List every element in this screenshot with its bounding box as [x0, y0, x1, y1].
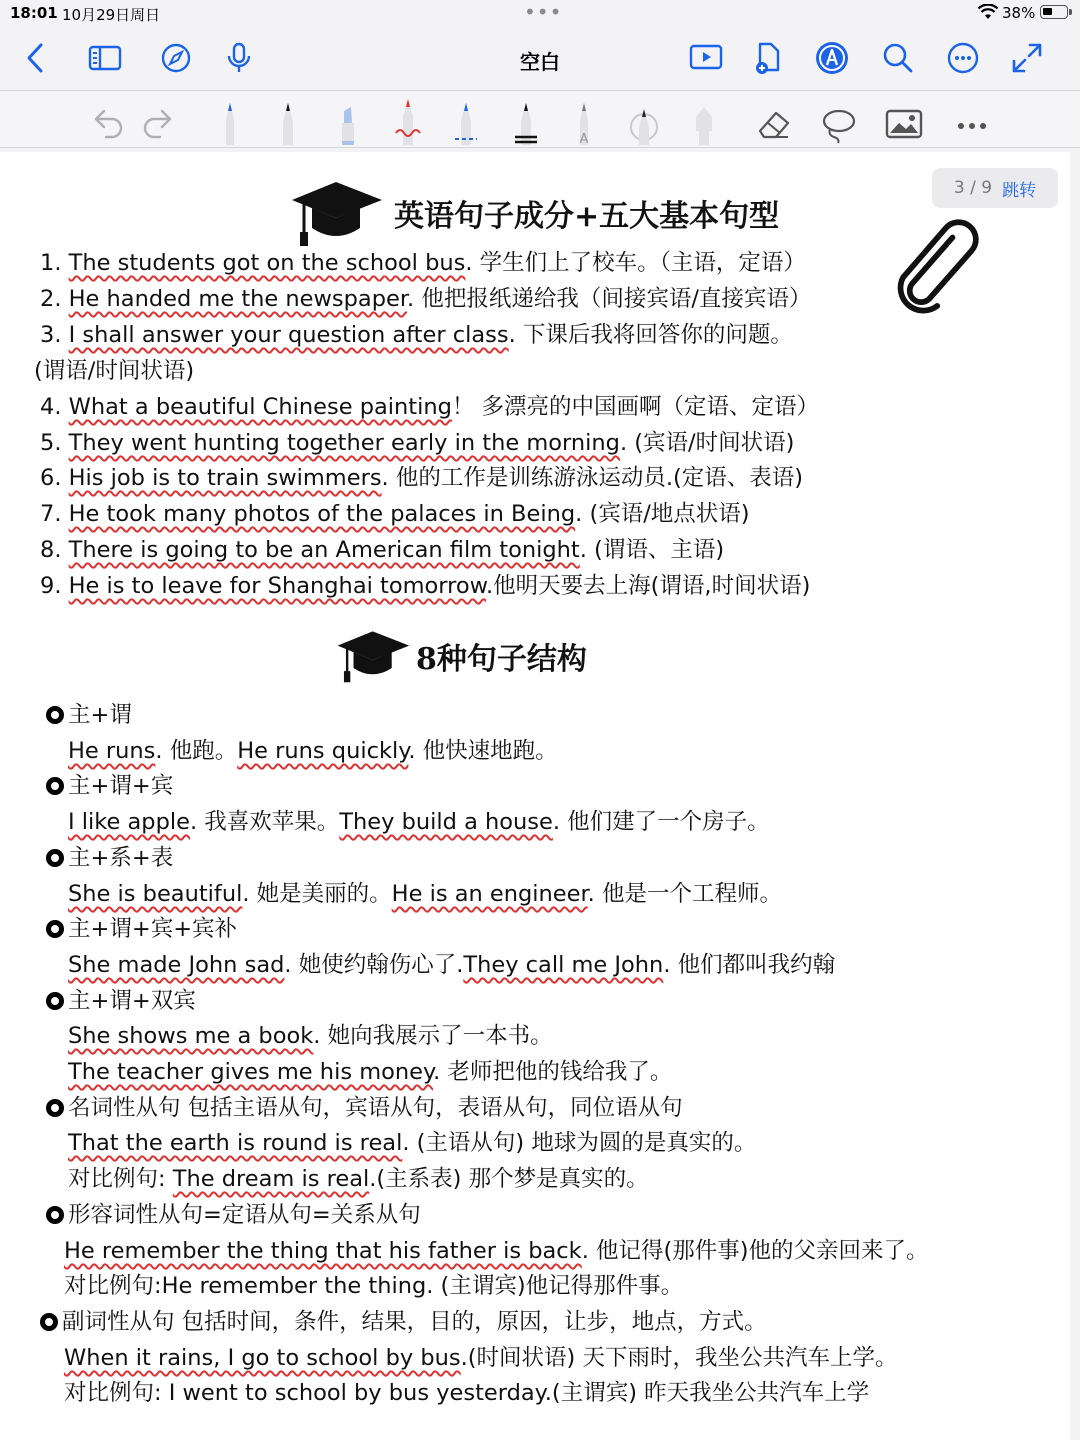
compass-button[interactable] [156, 38, 196, 78]
structure-title [46, 700, 132, 730]
sentence-english: I shall answer your question after class [68, 322, 509, 348]
example-english: When it rains, I go to school by bus [64, 1345, 461, 1371]
heading-sentence-structures [336, 624, 587, 688]
nav-bar [0, 26, 1080, 90]
page-indicator[interactable] [932, 168, 1058, 208]
more-tools-button[interactable] [952, 97, 992, 145]
example-text: . (主语从句) 地球为圆的是真实的。 [402, 1130, 757, 1156]
structure-example [64, 1343, 897, 1373]
example-english: He is an engineer [391, 881, 588, 907]
status-time: 18:01 [10, 4, 58, 22]
structure-example [68, 1128, 756, 1158]
sentence-number: 7. [40, 501, 69, 527]
fountain-pen-tool[interactable] [210, 97, 250, 145]
sentence-line [40, 284, 811, 314]
sentence-line [40, 320, 793, 350]
sentence-translation: . 他把报纸递给我（间接宾语/直接宾语） [407, 286, 812, 312]
wifi-icon [978, 4, 998, 20]
bullet-icon [46, 1099, 64, 1117]
red-pen-icon [388, 97, 428, 145]
pen-mode-icon [815, 41, 849, 75]
example-english: The teacher gives me his money [68, 1059, 434, 1085]
example-text: . 她是美丽的。 [242, 881, 392, 907]
structure-title-text: 主+谓+双宾 [68, 988, 196, 1014]
example-english: That the earth is round is real [68, 1130, 403, 1156]
structure-title [46, 986, 196, 1016]
microphone-icon [222, 41, 256, 75]
sentence-number: 3. [40, 322, 69, 348]
bullet-icon [46, 706, 64, 724]
graduation-cap-icon [336, 625, 414, 687]
tools-bar [0, 90, 1080, 148]
bullet-icon [46, 920, 64, 938]
example-text: . 她使约翰伤心了. [284, 952, 464, 978]
sentence-line [40, 428, 794, 458]
structure-example [68, 1164, 649, 1194]
compass-icon [159, 41, 193, 75]
shape-tool[interactable] [624, 97, 664, 145]
sentence-translation: .他明天要去上海(谓语,时间状语) [486, 573, 811, 599]
image-icon [884, 97, 924, 145]
red-pen-tool[interactable] [388, 97, 428, 145]
black-pen-tool[interactable] [506, 97, 546, 145]
example-text: .(主系表) 那个梦是真实的。 [369, 1166, 649, 1192]
bullet-icon [46, 849, 64, 867]
image-tool[interactable] [884, 97, 924, 145]
eraser-icon [754, 97, 794, 145]
sentence-english: They went hunting together early in the morning [68, 430, 620, 456]
structure-example [68, 950, 835, 980]
sentence-translation: . 学生们上了校车。（主语，定语） [465, 250, 806, 276]
chevron-left-icon [19, 41, 53, 75]
heading-sentence-components [290, 178, 779, 248]
sentence-translation: . (宾语/地点状语) [575, 501, 750, 527]
structure-title-text: 形容词性从句=定语从句=关系从句 [68, 1202, 421, 1228]
add-page-icon [751, 41, 785, 75]
fountain-pen-icon [210, 97, 250, 145]
structure-title [46, 843, 173, 873]
blue-pen-icon [446, 97, 486, 145]
example-text: . 他记得(那件事)他的父亲回来了。 [581, 1238, 929, 1264]
presentation-button[interactable] [686, 38, 726, 78]
text-pencil-icon [564, 97, 604, 145]
fill-tool[interactable] [684, 97, 724, 145]
redo-icon [138, 97, 178, 145]
status-bar [0, 0, 1080, 26]
sentence-english: What a beautiful Chinese painting [68, 394, 452, 420]
lasso-icon [818, 97, 858, 145]
pen-mode-button[interactable] [812, 38, 852, 78]
structure-title-text: 主+谓 [68, 702, 132, 728]
black-pen-icon [506, 97, 546, 145]
structure-title-text: 主+谓+宾+宾补 [68, 916, 238, 942]
structure-example [68, 736, 558, 766]
structure-title [46, 914, 237, 944]
sentence-number: 9. [40, 573, 69, 599]
sentence-english: He took many photos of the palaces in Being [68, 501, 576, 527]
example-text: . 他快速地跑。 [408, 738, 558, 764]
page-number: 3 / 9 [953, 178, 993, 198]
sentence-english: There is going to be an American film tonight [68, 537, 580, 563]
sentence-translation: . (谓语、主语) [579, 537, 725, 563]
example-text: .(时间状语) 天下雨时，我坐公共汽车上学。 [460, 1345, 898, 1371]
example-text: 对比例句:He remember the thing. (主谓宾)他记得那件事。 [64, 1273, 684, 1299]
multitasking-dots-icon[interactable]: ••• [524, 0, 563, 24]
structure-title-text: 名词性从句 包括主语从句，宾语从句，表语从句，同位语从句 [68, 1095, 683, 1121]
example-english: She made John sad [68, 952, 285, 978]
sentence-number: 1. [40, 250, 69, 276]
search-button[interactable] [878, 38, 918, 78]
sidebar-icon [88, 41, 122, 75]
sentence-number: 6. [40, 465, 69, 491]
redo-button[interactable] [138, 97, 178, 145]
sentence-number: 4. [40, 394, 69, 420]
sidebar-button[interactable] [85, 38, 125, 78]
structure-title [46, 1093, 683, 1123]
structure-example [68, 1021, 553, 1051]
example-text: 对比例句: [68, 1166, 173, 1192]
sentence-translation: (谓语/时间状语) [34, 358, 195, 384]
eraser-tool[interactable] [754, 97, 794, 145]
ballpoint-pen-icon [268, 97, 308, 145]
more-circle-icon [946, 41, 980, 75]
highlighter-icon [328, 97, 368, 145]
jump-to-page-button[interactable]: 跳转 [1002, 180, 1037, 201]
example-text: . 她向我展示了一本书。 [313, 1023, 553, 1049]
battery-percent: 38% [1002, 4, 1036, 22]
bullet-icon [46, 777, 64, 795]
heading-2-text: 8种句子结构 [416, 642, 587, 677]
sentence-translation: . 他的工作是训练游泳运动员.(定语、表语) [381, 465, 804, 491]
expand-icon [1010, 41, 1044, 75]
undo-icon [88, 97, 128, 145]
sentence-number: 5. [40, 430, 69, 456]
shape-icon [624, 97, 664, 145]
heading-1-text: 英语句子成分+五大基本句型 [394, 199, 780, 234]
example-text: . 我喜欢苹果。 [189, 809, 340, 835]
blue-pen-tool[interactable] [446, 97, 486, 145]
example-english: They call me John [463, 952, 664, 978]
example-english: She is beautiful [68, 881, 243, 907]
example-english: He runs [68, 738, 156, 764]
back-button[interactable] [16, 38, 56, 78]
sentence-english: He handed me the newspaper [68, 286, 408, 312]
example-text: . 老师把他的钱给我了。 [433, 1059, 673, 1085]
example-text: 对比例句: I went to school by bus yesterday.(主谓宾) 昨天我坐公共汽车上学 [64, 1380, 870, 1406]
sentence-line [40, 535, 724, 565]
sentence-line [40, 392, 819, 422]
svg-text:A: A [579, 132, 589, 145]
structure-title-text: 主+谓+宾 [68, 773, 174, 799]
structure-title-text: 副词性从句 包括时间，条件，结果，目的，原因，让步，地点，方式。 [62, 1309, 767, 1335]
sentence-english: His job is to train swimmers [68, 465, 382, 491]
status-date: 10月29日周日 [62, 6, 161, 24]
undo-button[interactable] [88, 97, 128, 145]
add-page-button[interactable] [748, 38, 788, 78]
structure-title-text: 主+系+表 [68, 845, 174, 871]
example-text: . 他是一个工程师。 [587, 881, 782, 907]
more-icon [952, 97, 992, 145]
document-title: 空白 [520, 50, 560, 74]
bullet-icon [40, 1313, 58, 1331]
structure-example [64, 1236, 929, 1266]
highlighter-tool[interactable] [328, 97, 368, 145]
microphone-button[interactable] [219, 38, 259, 78]
sentence-english: The students got on the school bus [68, 250, 466, 276]
structure-example [68, 879, 782, 909]
structure-example [64, 1378, 869, 1408]
ballpoint-pen-tool[interactable] [268, 97, 308, 145]
fill-icon [684, 97, 724, 145]
sentence-line [40, 571, 810, 601]
structure-title [46, 1200, 421, 1230]
sentence-line [40, 248, 806, 278]
example-text: . 他跑。 [155, 738, 238, 764]
example-text: . 他们都叫我约翰 [663, 952, 836, 978]
sentence-line [40, 463, 803, 493]
structure-example [68, 1057, 672, 1087]
more-options-button[interactable] [943, 38, 983, 78]
text-tool[interactable] [564, 97, 604, 145]
sentence-english: He is to leave for Shanghai tomorrow [68, 573, 486, 599]
example-english: He runs quickly [237, 738, 409, 764]
structure-example [64, 1271, 683, 1301]
sentence-translation: . (宾语/时间状语) [619, 430, 795, 456]
structure-example [68, 807, 770, 837]
sentence-translation: ！ 多漂亮的中国画啊（定语、定语） [451, 394, 820, 420]
example-english: She shows me a book [68, 1023, 314, 1049]
paperclip-icon [890, 215, 990, 320]
structure-title [40, 1307, 767, 1337]
example-english: They build a house [339, 809, 553, 835]
example-english: I like apple [68, 809, 190, 835]
fullscreen-button[interactable] [1007, 38, 1047, 78]
sentence-number: 2. [40, 286, 69, 312]
example-text: . 他们建了一个房子。 [552, 809, 770, 835]
bullet-icon [46, 1206, 64, 1224]
example-english: He remember the thing that his father is back [64, 1238, 582, 1264]
example-english: The dream is real [172, 1166, 370, 1192]
sentence-line [40, 499, 750, 529]
search-icon [881, 41, 915, 75]
play-screen-icon [689, 41, 723, 75]
graduation-cap-icon [290, 178, 388, 248]
battery-icon [1040, 5, 1068, 19]
structure-title [46, 771, 173, 801]
sentence-line [34, 356, 194, 386]
bullet-icon [46, 992, 64, 1010]
sentence-number: 8. [40, 537, 69, 563]
sentence-translation: . 下课后我将回答你的问题。 [508, 322, 793, 348]
lasso-tool[interactable] [818, 97, 858, 145]
